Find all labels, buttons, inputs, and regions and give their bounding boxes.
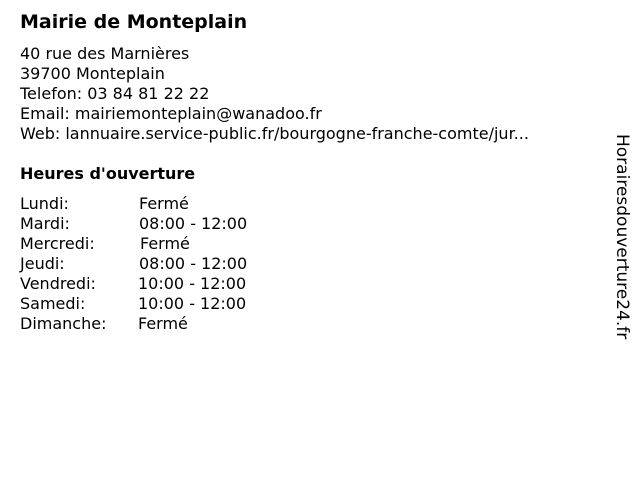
day-label: Mardi: bbox=[20, 214, 70, 233]
city-line: 39700 Monteplain bbox=[20, 64, 165, 83]
street-address: 40 rue des Marnières bbox=[20, 44, 190, 63]
web-line: Web: lannuaire.service-public.fr/bourgogne-franche-comte/jur... bbox=[20, 124, 529, 143]
time-value: Fermé bbox=[138, 314, 188, 333]
time-value: 10:00 - 12:00 bbox=[138, 294, 247, 313]
time-value: Fermé bbox=[140, 234, 190, 253]
day-label: Dimanche: bbox=[20, 314, 107, 333]
site-watermark: Horairesdouverture24.fr bbox=[612, 134, 632, 340]
time-value: Fermé bbox=[139, 194, 189, 213]
page-title: Mairie de Monteplain bbox=[20, 11, 248, 33]
day-label: Lundi: bbox=[20, 194, 69, 213]
phone-line: Telefon: 03 84 81 22 22 bbox=[20, 84, 210, 103]
time-value: 08:00 - 12:00 bbox=[139, 214, 248, 233]
day-label: Jeudi: bbox=[20, 254, 65, 273]
hours-heading: Heures d'ouverture bbox=[20, 164, 196, 183]
day-label: Samedi: bbox=[20, 294, 86, 313]
time-value: 08:00 - 12:00 bbox=[139, 254, 248, 273]
time-value: 10:00 - 12:00 bbox=[138, 274, 247, 293]
day-label: Mercredi: bbox=[20, 234, 95, 253]
email-line: Email: mairiemonteplain@wanadoo.fr bbox=[20, 104, 322, 123]
address-block bbox=[20, 44, 529, 144]
day-label: Vendredi: bbox=[20, 274, 96, 293]
